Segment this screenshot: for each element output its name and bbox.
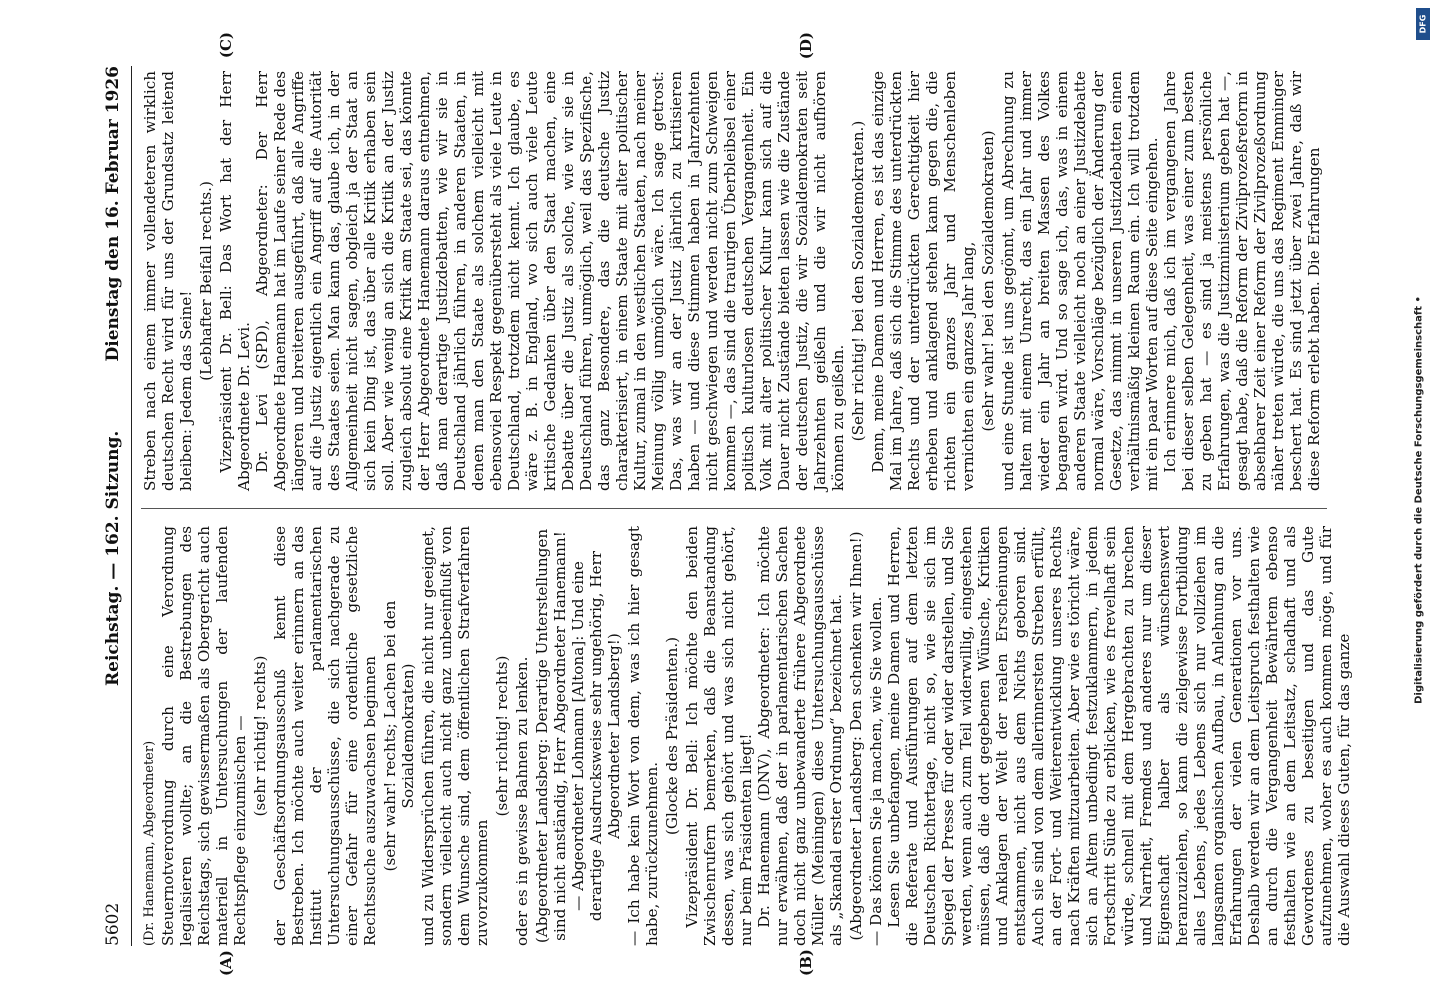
paragraph: Lesen Sie unbefangen, meine Damen und Herren, die Referate und Ausführungen auf dem letzten Deutschen Richtertage, nicht so, wie sie sich im Spiegel der Presse für oder wider darstellen, und Sie werden, wenn auch zum Teil widerwillig, eingestehen müssen, daß die dort gegebenen Wünsche, Kritiken und Anklagen der Welt der realen Erscheinungen entstammen, nicht aus dem Nichts geboren sind. Auch sie sind von dem allerinnersten Streben erfüllt, an der Fort- und Weiterentwicklung unseres Rechts nach Kräften mitzuarbeiten. Aber wie es töricht wäre, sich an Altem unbedingt festzuklammern, in jedem Fortschritt Sünde zu erblicken, wie es frevelhaft sein würde, schnell mit dem Hergebrachten zu brechen und Narrheit, Fremdes und anderes nur um dieser Eigenschaft halber als wünschenswert heranzuziehen, so kann die zielgewisse Fortbildung alles Lebens, jedes Lebens sich nur vollziehen im langsamen organischen Aufbau, in Anlehnung an die Erfahrungen der vielen Generationen vor uns. Deshalb werden wir an dem Leitspruch festhalten wie an durch die Vergangenheit Bewährtem ebenso festhalten wie an dem Leitsatz, schadhaft und als Gewordenes zu beseitigen und das Gute aufzunehmen, woher es auch kommen möge, und für die Auswahl dieses Guten, für das ganze <box>885 526 1353 946</box>
paragraph: Ich erinnere mich, daß ich im vergangenen Jahre bei dieser selben Gelegenheit, was einer zum besten zu geben hat — es sind ja meistens persönliche Erfahrungen, was die Justizministerium geben hat —, gesagt habe, daß die Reform der Zivilprozeßreform in absehbarer Zeit einer Reform der Zivilprozeßordnung näher treten würde, die uns das Regiment Emminger beschert hat. Es sind jetzt über zwei Jahre, daß wir diese Reform erlebt haben. Die Erfahrungen <box>1161 71 1323 491</box>
rotated-page-content <box>97 32 1353 976</box>
paragraph: oder es in gewisse Bahnen zu lenken. <box>513 656 531 946</box>
session-date: Dienstag den 16. Februar 1926 <box>103 66 123 362</box>
margin-marker-d: (D) <box>797 32 815 60</box>
scanned-page <box>90 32 1353 976</box>
interjection: (Lebhafter Beifall rechts.) <box>197 181 215 381</box>
interjection: (sehr richtig! rechts) <box>251 655 269 817</box>
speech-paragraph: Dr. Levi (SPD), Abgeordneter: Der Herr Abgeordnete Hanemann hat im Laufe seiner Rede des längeren und breiteren ausgeführt, daß alle Angriffe auf die Justiz eigentlich ein Angriff auf die Autorität des Staates seien. Man kann das, glaube ich, in der Allgemeinheit nicht sagen, obgleich ja der Staat an sich kein Ding ist, das über alle Kritik erhaben sein soll. Aber wie wenig an sich die Kritik an der Justiz zugleich absolut eine Kritik am Staate sei, das könnte der Herr Abgeordnete Hanemann daraus entnehmen, daß man derartige Justizdebatten, wie wir sie in Deutschland jährlich führen, in anderen Staaten, in denen man den Staate als solchem vielleicht mit ebensoviel Respekt gegenübersteht als viele Leute in Deutschland, trotzdem nicht kennt. Ich glaube, es wäre z. B. in England, wo sich auch viele Leute kritische Gedanken über den Staat machen, eine Debatte über die Justiz als solche, wie wir sie in Deutschland führen, unmöglich, weil das Spezifische, das ganz Besondere, das die deutsche Justiz charakterisiert, in einem Staate mit alter politischer Kultur, zumal in den westlichen Staaten, nach meiner Meinung völlig unmöglich wäre. Ich sage getrost: Das, was wir an der Justiz jährlich zu kritisieren haben — und diese Stimmen haben in Jahrzehnten nicht geschwiegen und werden nicht zum Schweigen kommen —, das sind die traurigen Überbleibsel einer politisch kulturlosen deutschen Vergangenheit. Ein Volk mit alter politischer Kultur kann sich auf die Dauer nicht Zustände bieten lassen wie die Zustände der deutschen Justiz, die wir Sozialdemokraten seit Jahrzehnten geißeln und die wir nicht aufhören können zu geißeln. <box>253 71 847 491</box>
paragraph: und zu Widersprüchen führen, die nicht nur geeignet, sondern vielleicht auch nicht ganz unbeeinflußt von dem Wunsche sind, dem öffentlichen Strafverfahren zuvorzukommen <box>419 526 491 946</box>
paragraph: — Das können Sie ja machen, wie Sie wollen. <box>867 596 885 946</box>
interjection: (sehr richtig! rechts) <box>493 655 511 817</box>
paragraph: und eine Stunde ist uns gegönnt, um Abrechnung zu halten mit einem Unrecht, das ein Jahr und immer wieder ein Jahr an breiten Massen des Volkes begangen wird. Und so sage ich, das, was in einem anderen Staate vielleicht noch an einer Justizdebatte normal wäre, Vorschläge bezüglich der Änderung der Gesetze, das nimmt in unseren Justizdebatten einen verhältnismäßig kleinen Raum ein. Ich will trotzdem mit ein paar Worten auf diese Seite eingehen. <box>999 71 1161 491</box>
page-number: 5602 <box>103 902 123 946</box>
page-header <box>97 66 132 946</box>
paragraph: der Geschäftsordnungsausschuß kennt diese Bestreben. Ich möchte auch weiter erinnern an das Institut der parlamentarischen Untersuchungsausschüsse, die sich nachgerade zu einer Gefahr für eine ordentliche gesetzliche Rechtssuche auszuwachsen beginnen <box>271 526 379 946</box>
credit-text: Digitalisierung gefördert durch die Deutsche Forschungsgemeinschaft • <box>1413 296 1425 704</box>
paragraph: Steuernotverordnung durch eine Verordnung legalisieren wollte; an die Bestrebungen des Reichstags, sich gewissermaßen als Obergericht auch materiell in Untersuchungen der laufenden Rechtspflege einzumischen — <box>159 526 249 946</box>
paragraph: — Ich habe kein Wort von dem, was ich hier gesagt habe, zurückzunehmen. <box>625 526 661 946</box>
dfg-logo <box>1416 8 1430 40</box>
interjection: (Abgeordneter Landsberg: Den schenken wir Ihnen!) <box>847 531 865 941</box>
interjection: (sehr wahr! bei den Sozialdemokraten) <box>979 130 997 432</box>
left-column <box>141 526 1353 946</box>
paragraph: Denn, meine Damen und Herren, es ist das einzige Mal im Jahre, daß sich die Stimme des unterdrückten Rechts und der unterdrückten Gerechtigkeit hier erheben und anklagend stehen kann gegen die, die richten ein ganzes Jahr und Menschenleben vernichten ein ganzes Jahr lang, <box>869 71 977 491</box>
dfg-logo-text: DFG <box>1418 14 1428 34</box>
margin-marker-b: (B) <box>797 949 815 976</box>
margin-marker-c: (C) <box>217 32 235 59</box>
president-remark: Vizepräsident Dr. Bell: Ich möchte den beiden Zwischenrufern bemerken, daß die Beanstandung dessen, was sich gehört und was sich nicht gehört, nur beim Präsidenten liegt! <box>683 526 755 946</box>
column-divider <box>141 508 1327 509</box>
interjection: (Glocke des Präsidenten.) <box>663 636 681 836</box>
interjection: (Sehr richtig! bei den Sozialdemokraten.) <box>849 120 867 442</box>
interjection: (Abgeordneter Landsberg: Derartige Unterstellungen sind nicht anständig, Herr Abgeordneter Hanemann! — Abgeordneter Lohmann [Altona]: Und eine derartige Ausdrucksweise sehr ungehörig, Herr Abgeordneter Landsberg!) <box>533 528 623 944</box>
interjection: (sehr wahr! rechts; Lachen bei den Sozialdemokraten) <box>381 600 417 872</box>
president-remark: Vizepräsident Dr. Bell: Das Wort hat der Herr Abgeordnete Dr. Levi. <box>217 71 253 491</box>
paragraph: Streben nach einem immer vollendeteren wirklich deutschen Recht wird für uns der Grundsatz leitend bleiben: Jedem das Seine! <box>141 71 195 491</box>
session-title: Reichstag. — 162. Sitzung. <box>103 430 123 686</box>
margin-marker-a: (A) <box>217 950 235 976</box>
speaker-running-head: (Dr. Hanemann, Abgeordneter) <box>142 740 157 946</box>
right-column <box>141 71 1327 491</box>
speech-paragraph: Dr. Hanemann (DNV), Abgeordneter: Ich möchte nur erwähnen, daß der in parlamentarischen Sachen doch nicht ganz unbewanderte frühere Abgeordnete Müller (Meiningen) diese Untersuchungsausschüsse als „Skandal erster Ordnung“ bezeichnet hat. <box>755 526 845 946</box>
digitization-credit <box>1408 0 1430 1000</box>
